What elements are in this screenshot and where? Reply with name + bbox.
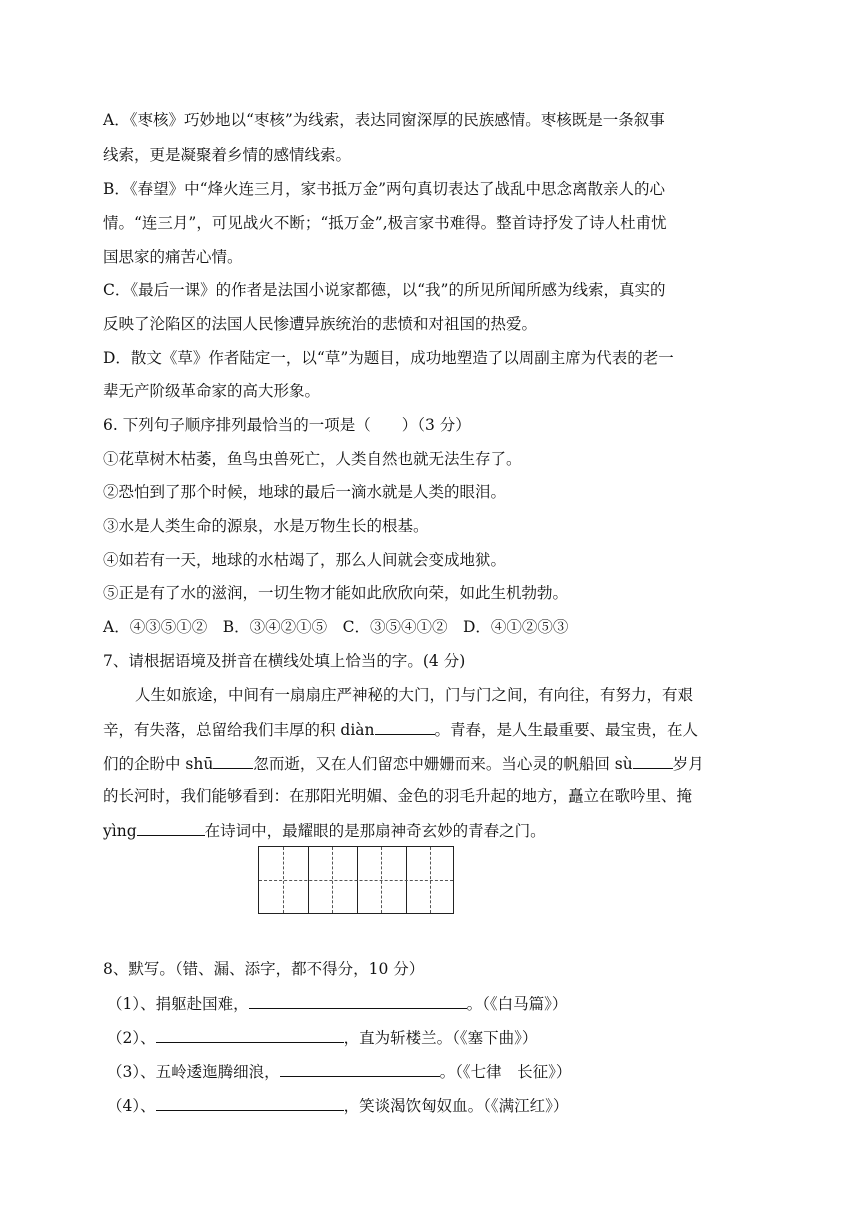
q5-option-b-line2: 情。“连三月”，可见战火不断；“抵万金”,极言家书难得。整首诗抒发了诗人杜甫忧 [103, 214, 667, 232]
q5-option-b-line1: B．《春望》中“烽火连三月，家书抵万金”两句真切表达了战乱中思念离散亲人的心 [103, 180, 665, 198]
q6-sentence-5: ⑤正是有了水的滋润，一切生物才能如此欣欣向荣，如此生机勃勃。 [103, 584, 569, 602]
q7-passage-line4: 的长河时，我们能够看到：在那阳光明媚、金色的羽毛升起的地方，矗立在歌吟里、掩 [103, 787, 693, 805]
q5-option-d-line1: D．散文《草》作者陆定一，以“草”为题目，成功地塑造了以周副主席为代表的老一 [103, 349, 674, 367]
q8-item-4: （4）、 ，笑谈渴饮匈奴血。（《满江红》） [107, 1094, 568, 1116]
q6-stem: 6. 下列句子顺序排列最恰当的一项是（ ）（3 分） [103, 416, 471, 434]
fill-blank-ying[interactable] [137, 819, 205, 836]
fill-blank-shu[interactable] [213, 752, 253, 769]
q7-passage-line3: 们的企盼中 shū 忽而逝，又在人们留恋中姗姗而来。当心灵的帆船回 sù 岁月 [103, 752, 704, 774]
q5-option-d-line2: 辈无产阶级革命家的高大形象。 [103, 382, 321, 400]
answer-character-grid[interactable] [258, 846, 454, 914]
q7-stem: 7、请根据语境及拼音在横线处填上恰当的字。(4 分) [103, 652, 466, 670]
q8-stem: 8、默写。（错、漏、添字，都不得分，10 分） [103, 960, 425, 978]
q6-sentence-4: ④如若有一天，地球的水枯竭了，那么人间就会变成地狱。 [103, 551, 507, 569]
q6-sentence-3: ③水是人类生命的源泉，水是万物生长的根基。 [103, 517, 429, 535]
fill-blank-dian[interactable] [375, 718, 435, 735]
dictation-blank-2[interactable] [156, 1026, 344, 1043]
q5-option-a-line2: 线索，更是凝聚着乡情的感情线索。 [103, 146, 352, 164]
fill-blank-su[interactable] [633, 752, 673, 769]
q7-passage-line5: yìng 在诗词中，最耀眼的是那扇神奇玄妙的青春之门。 [103, 819, 546, 841]
q6-sentence-2: ②恐怕到了那个时候，地球的最后一滴水就是人类的眼泪。 [103, 483, 507, 501]
q6-options: A．④③⑤①② B．③④②①⑤ C．③⑤④①② D．④①②⑤③ [103, 618, 569, 636]
q8-item-3: （3）、五岭逶迤腾细浪， 。（《七律 长征》） [107, 1060, 571, 1082]
dictation-blank-1[interactable] [249, 992, 467, 1009]
q5-option-a-line1: A．《枣核》巧妙地以“枣核”为线索，表达同窗深厚的民族感情。枣核既是一条叙事 [103, 111, 665, 129]
dictation-blank-4[interactable] [156, 1094, 344, 1111]
dictation-blank-3[interactable] [280, 1060, 440, 1077]
q8-item-1: （1）、捐躯赴国难， 。（《白马篇》） [107, 992, 567, 1014]
q7-passage-line2: 辛，有失落，总留给我们丰厚的积 diàn 。青春，是人生最重要、最宝贵，在人 [103, 718, 698, 740]
q5-option-b-line3: 国思家的痛苦心情。 [103, 248, 243, 266]
q6-sentence-1: ①花草树木枯萎，鱼鸟虫兽死亡，人类自然也就无法生存了。 [103, 450, 522, 468]
q8-item-2: （2）、 ，直为斩楼兰。（《塞下曲》） [107, 1026, 537, 1048]
q5-option-c-line1: C．《最后一课》的作者是法国小说家都德，以“我”的所见所闻所感为线索，真实的 [103, 281, 666, 299]
q7-passage-line1: 人生如旅途，中间有一扇扇庄严神秘的大门，门与门之间，有向往，有努力，有艰 [135, 686, 694, 704]
q5-option-c-line2: 反映了沦陷区的法国人民惨遭异族统治的悲愤和对祖国的热爱。 [103, 315, 538, 333]
